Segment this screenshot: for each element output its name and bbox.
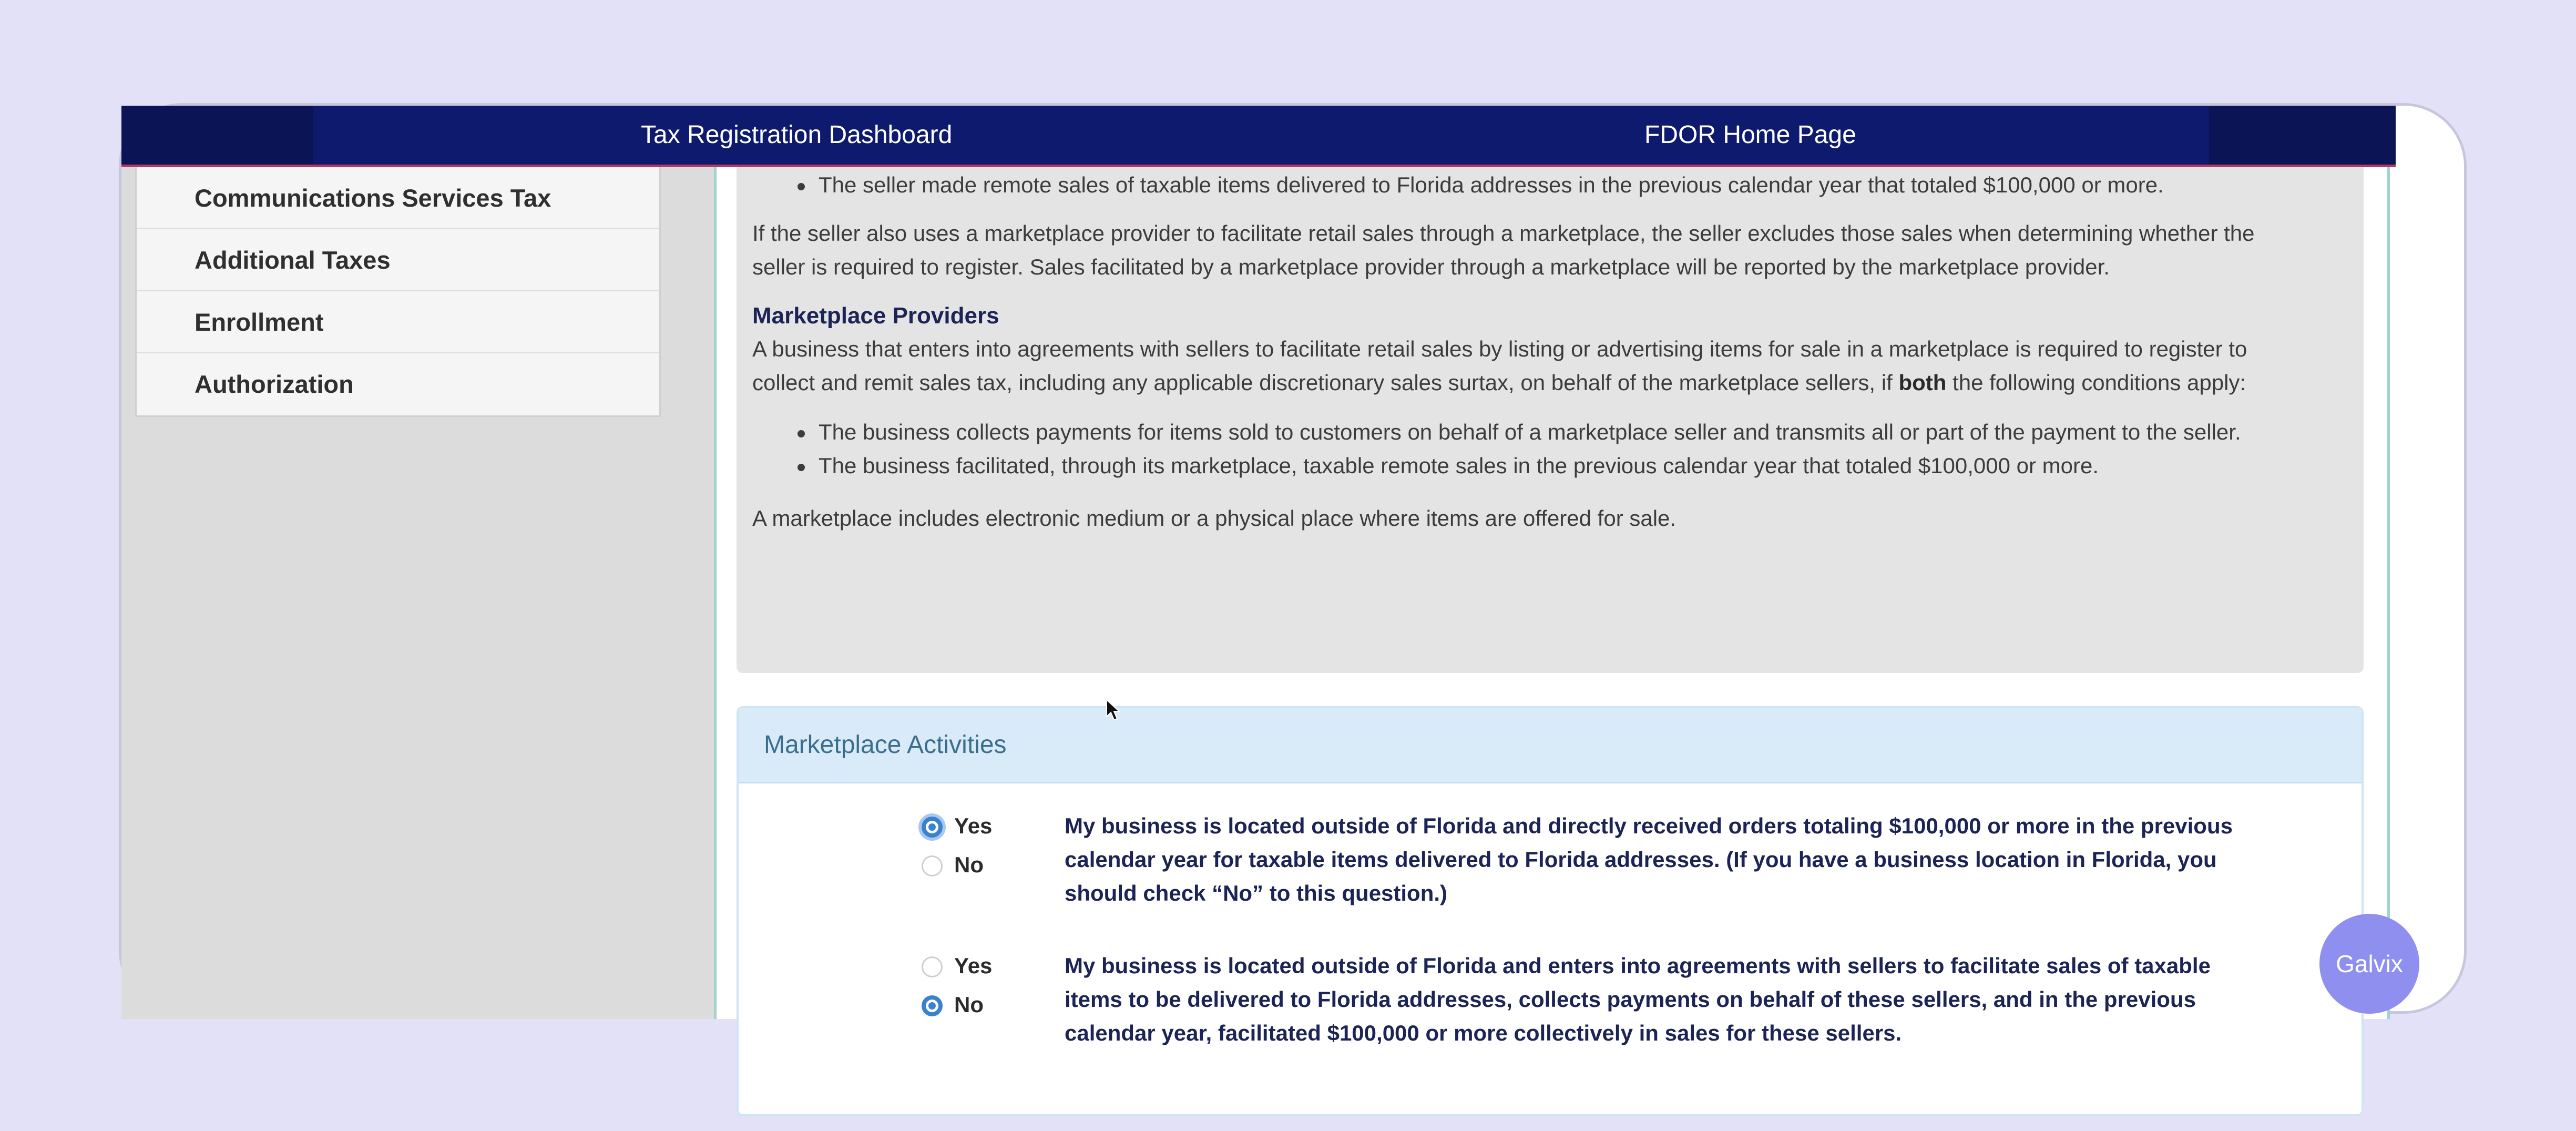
top-navbar bbox=[121, 106, 2396, 167]
marketplace-activities-panel bbox=[737, 706, 2364, 1116]
question-1-line3: should check “No” to this question.) bbox=[1065, 881, 1448, 905]
app-window bbox=[119, 103, 2467, 1045]
q2-yes-radio[interactable] bbox=[922, 956, 943, 977]
q1-yes-label[interactable]: Yes bbox=[954, 813, 993, 838]
providers-line2-start: collect and remit sales tax, including any applicable discretionary sales surtax, on behalf of the marketplace sellers, if bbox=[752, 370, 1899, 395]
sidebar-menu bbox=[135, 167, 661, 417]
providers-line2-both: both bbox=[1898, 370, 1947, 395]
marketplace-providers-heading: Marketplace Providers bbox=[752, 303, 999, 329]
question-2-line3: calendar year, facilitated $100,000 or more collectively in sales for these sellers. bbox=[1065, 1021, 1902, 1045]
question-1-line2: calendar year for taxable items delivered to Florida addresses. (If you have a business location in Florida, you bbox=[1065, 847, 2217, 872]
panel-title: Marketplace Activities bbox=[764, 731, 1007, 759]
question-2-line1: My business is located outside of Florida and enters into agreements with sellers to facilitate sales of taxable bbox=[1065, 953, 2211, 978]
q1-no-label[interactable]: No bbox=[954, 852, 984, 877]
bullet-remote-sales: The seller made remote sales of taxable items delivered to Florida addresses in the previous calendar year that totaled $100,000 or more. bbox=[819, 172, 2164, 197]
q2-no-radio[interactable] bbox=[922, 995, 943, 1016]
panel-header bbox=[739, 708, 2362, 783]
bullet-collects-payments: The business collects payments for items sold to customers on behalf of a marketplace seller and transmits all or part of the payment to the seller. bbox=[819, 420, 2241, 444]
bullet-dot bbox=[798, 430, 805, 437]
q2-yes-label[interactable]: Yes bbox=[954, 953, 993, 978]
q2-no-label[interactable]: No bbox=[954, 992, 984, 1017]
bullet-dot bbox=[798, 183, 805, 190]
providers-line2 bbox=[752, 370, 2246, 395]
providers-line2-end: the following conditions apply: bbox=[1946, 370, 2246, 395]
question-1-line1: My business is located outside of Florida and directly received orders totaling $100,000 or more in the previous bbox=[1065, 813, 2233, 838]
galvix-badge[interactable]: Galvix bbox=[2319, 914, 2419, 1014]
sidebar-item-authorization[interactable]: Authorization bbox=[195, 370, 354, 398]
bullet-dot bbox=[798, 464, 805, 471]
q1-yes-radio[interactable] bbox=[922, 817, 943, 838]
q1-no-radio[interactable] bbox=[922, 855, 943, 877]
marketplace-note-line1: If the seller also uses a marketplace provider to facilitate retail sales through a marketplace, the seller excludes those sales when determining whether the bbox=[752, 221, 2255, 246]
navbar-right-block bbox=[2209, 106, 2396, 165]
marketplace-note-line2: seller is required to register. Sales facilitated by a marketplace provider through a marketplace will be reported by the marketplace provider. bbox=[752, 254, 2110, 279]
sidebar-item-communications-services-tax[interactable]: Communications Services Tax bbox=[137, 167, 659, 229]
mouse-cursor-icon bbox=[1106, 699, 1120, 722]
marketplace-definition: A marketplace includes electronic medium or a physical place where items are offered for sale. bbox=[752, 506, 1677, 531]
bullet-facilitated-sales: The business facilitated, through its marketplace, taxable remote sales in the previous calendar year that totaled $100,000 or more. bbox=[819, 453, 2099, 478]
question-2-line2: items to be delivered to Florida addresses, collects payments on behalf of these sellers, and in the previous bbox=[1065, 987, 2196, 1012]
providers-line1: A business that enters into agreements with sellers to facilitate retail sales by listing or advertising items for sale in a marketplace is required to register to bbox=[752, 337, 2247, 361]
sidebar-item-additional-taxes[interactable]: Additional Taxes bbox=[137, 229, 659, 291]
sidebar-item-enrollment[interactable]: Enrollment bbox=[137, 291, 659, 353]
nav-tax-registration-dashboard[interactable]: Tax Registration Dashboard bbox=[641, 121, 953, 149]
nav-fdor-home-page[interactable]: FDOR Home Page bbox=[1644, 121, 1856, 149]
registration-info-box bbox=[737, 167, 2364, 673]
navbar-left-block bbox=[121, 106, 313, 165]
